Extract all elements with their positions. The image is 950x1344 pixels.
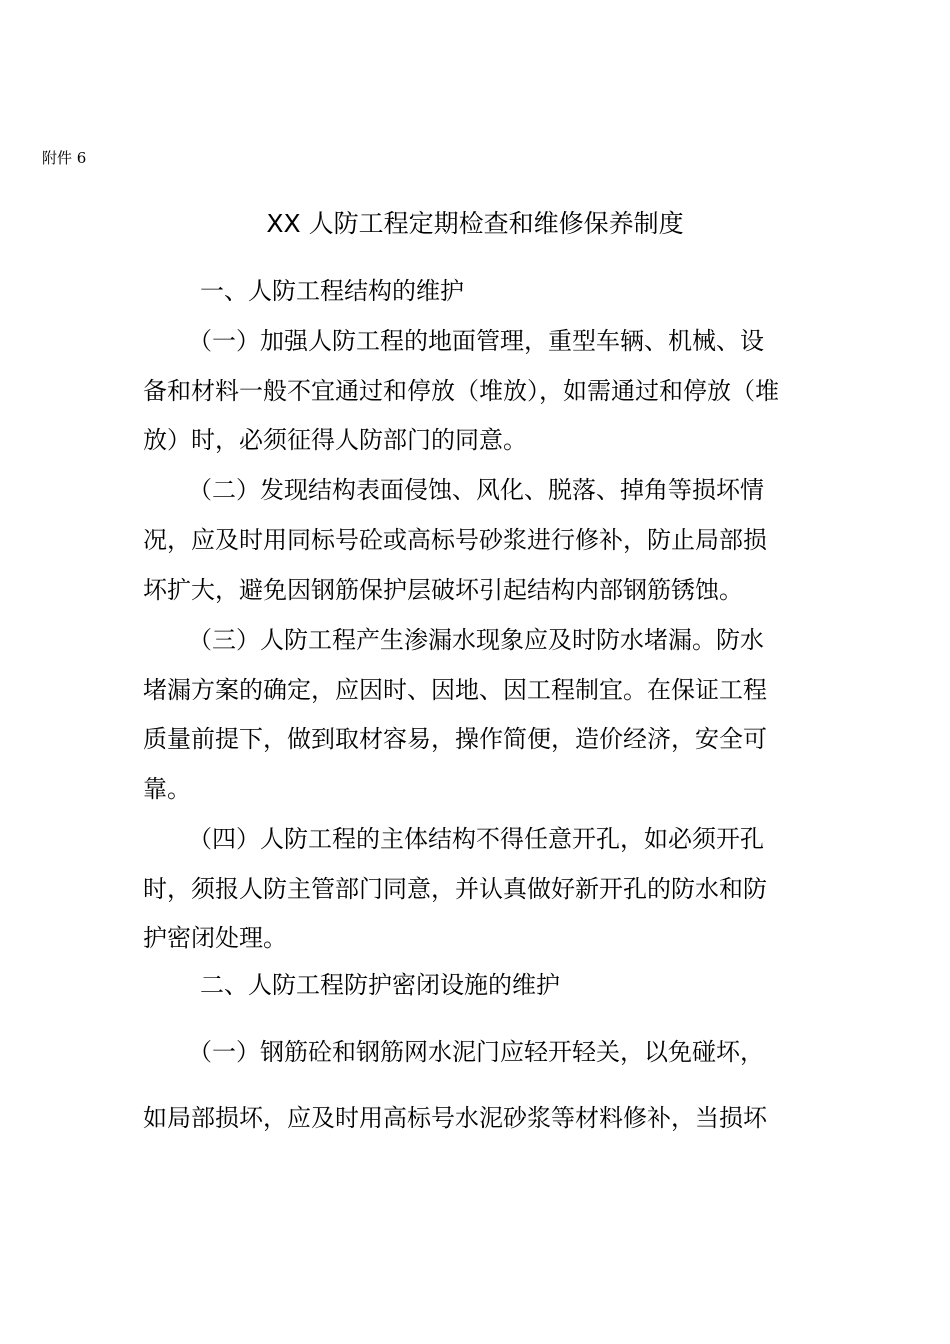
paragraph-line: 如局部损坏，应及时用高标号水泥砂浆等材料修补，当损坏 [143,1104,767,1132]
paragraph-line: （四）人防工程的主体结构不得任意开孔，如必须开孔 [188,825,764,853]
paragraph-line: 备和材料一般不宜通过和停放（堆放），如需通过和停放（堆 [143,377,779,405]
paragraph-line: 坏扩大，避免因钢筋保护层破坏引起结构内部钢筋锈蚀。 [143,576,743,604]
document-title: XX 人防工程定期检查和维修保养制度 [266,209,684,238]
paragraph-line: （一）加强人防工程的地面管理，重型车辆、机械、设 [188,327,764,355]
paragraph-line: 放）时，必须征得人防部门的同意。 [143,426,527,454]
paragraph-line: 时，须报人防主管部门同意，并认真做好新开孔的防水和防 [143,875,767,903]
paragraph-line: （二）发现结构表面侵蚀、风化、脱落、掉角等损坏情 [188,476,764,504]
section-heading-1: 一、人防工程结构的维护 [200,277,464,305]
paragraph-line: 靠。 [143,775,191,803]
paragraph-line: 护密闭处理。 [143,924,287,952]
paragraph-line: 况，应及时用同标号砼或高标号砂浆进行修补，防止局部损 [143,526,767,554]
paragraph-line: （三）人防工程产生渗漏水现象应及时防水堵漏。防水 [188,626,764,654]
attachment-label: 附件 6 [42,149,87,167]
paragraph-line: 质量前提下，做到取材容易，操作简便，造价经济，安全可 [143,725,767,753]
section-heading-2: 二、人防工程防护密闭设施的维护 [200,971,560,999]
paragraph-line: 堵漏方案的确定，应因时、因地、因工程制宜。在保证工程 [143,676,767,704]
paragraph-line: （一）钢筋砼和钢筋网水泥门应轻开轻关，以免碰坏， [188,1038,764,1066]
